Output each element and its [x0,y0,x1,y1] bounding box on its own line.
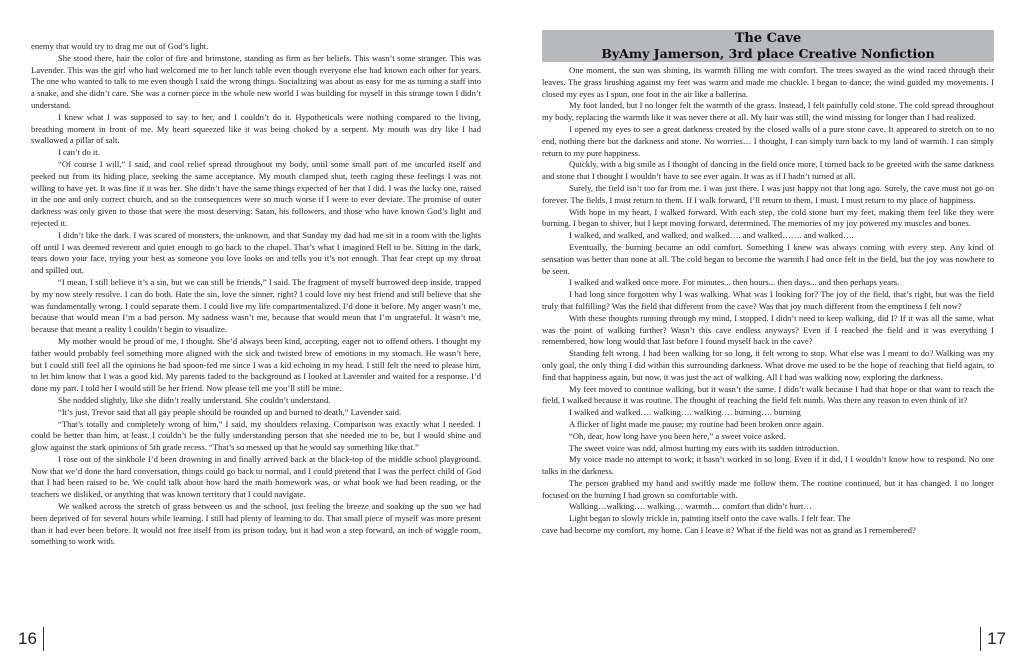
paragraph: With hope in my heart, I walked forward. With each step, the cold stone hurt my feet, making them feel like they were burning. I began to shiver, but I kept moving forward, determined. The memories of my joy powered my muscles and bones. [542,206,994,229]
paragraph: “Oh, dear, how long have you been here,” a sweet voice asked. [569,430,786,441]
story-title-banner [542,30,994,62]
paragraph: My feet moved to continue walking, but it wasn’t the same. I didn’t walk because I had that hope or that want to reach the field, I walked because it was routine. The thought of reaching the field felt numb. Was there any reason to even think of it? [542,383,994,406]
paragraph: “That’s totally and completely wrong of him,” I said, my shoulders relaxing. Comparison was exactly what I needed. I could be better than him, at least. I couldn’t be the fully understanding person that she needed me to be, but I would shine and glow against the stark opinions of 5th grade recess. “That’s so messed up that he would say something like that.” [31,418,481,453]
paragraph: I walked and walked…. walking…. walking…. burning…. burning [569,407,801,418]
paragraph: The person grabbed my hand and swiftly made me follow them. The routine continued, but it has changed. I no longer focused on the burning I had grown so comfortable with. [542,477,994,500]
paragraph: The sweet voice was odd, almost hurting my ears with its sudden introduction. [569,442,840,453]
left-page-number-divider [43,627,44,651]
paragraph: enemy that would try to drag me out of God’s light. [31,41,209,51]
paragraph: I knew what I was supposed to say to her, and I couldn’t do it. Hypotheticals were nothing compared to the living, breathing moment in front of me. My heart squeezed like it was being choked by a serpent. My mouth was dry like I had swallowed a pillar of salt. [31,111,481,146]
paragraph: With these thoughts running through my mind, I stopped. I didn’t need to keep walking, did I? If it was all the same, what was the point of walking further? Wasn’t this cave endless anyways? Even if I reached the field and it was everything I remembered, how long would that last before I found myself back in the cave? [542,312,994,347]
paragraph: One moment, the sun was shining, its warmth filling me with comfort. The trees swayed as the wind raced through their leaves. The grass brushing against my feet was warm and made me chuckle. I began to dance; the wind guided my movements. I closed my eyes as I spun, one foot in the air like a ballerina. [542,65,994,99]
paragraph: My foot landed, but I no longer felt the warmth of the grass. Instead, I felt painfully cold stone. The cold spread throughout my body, replacing the warmth like it was never there at all. My hair was still, the wind missing for longer than I had realized. [542,100,994,123]
paragraph: Light began to slowly trickle in, painting itself onto the cave walls. I felt fear. The [569,513,851,524]
paragraph: My voice made no attempt to work; it hasn’t worked in so long. Even if it did, I I wouldn’t know how to respond. No one talks in the darkness. [542,454,994,477]
right-page-number-divider [980,627,981,651]
left-page-number: 16 [18,629,37,648]
paragraph: Walking…walking…. walking… warmth… comfort that didn’t hurt… [569,501,812,512]
right-page [512,0,1024,662]
paragraph: Eventually, the burning became an odd comfort. Something I knew was always coming with every step. Any kind of sensation was better than none at all. The cold began to become the warmth I had once felt in the field, but the joy was nowhere to be seen. [542,241,994,276]
paragraph: Standing felt wrong. I had been walking for so long, it felt wrong to stop. What else was I meant to do? Walking was my only goal, the only thing I did within this surrounding darkness. What drove me used to be the hope of reaching that field again, to find that happiness again, but now, it was just the act of walking. All I had was walking now, exploring the darkness. [542,348,994,382]
paragraph: I walked and walked once more. For minutes... then hours... then days... and then perhaps years. [569,277,900,288]
paragraph: I opened my eyes to see a great darkness created by the closed walls of a pure stone cave. It appeared to stretch on to no end, nothing there but the darkness and stone. No worries… I thought, I can simply turn back to my land of warmth. I can simply return to my pure happiness. [542,123,994,158]
paragraph: “Of course I will,” I said, and cool relief spread throughout my body, until some small part of me uncurled itself and peeked out from its hiding place, seeking the same acceptance. My mouth clamped shut, teeth caging these feelings I was not willing to have yet. It was fine if it was her. She didn’t have the same things expected of her that I did. I was the lucky one, raised in the one and only correct church, and so the consequences were so much worse if I were to ever deviate. The promise of outer darkness was only given to those that were the most deserving: Satan, his followers, and those who have known God’s light and rejected it. [31,158,481,228]
paragraph: Quickly, with a big smile as I thought of dancing in the field once more, I turned back to be greeted with the same darkness and stone that I thought I wouldn’t have to see ever again. It was as if I hadn’t turned at all. [542,159,994,182]
right-page-number: 17 [987,629,1006,648]
paragraph: We walked across the stretch of grass between us and the school, just feeling the breeze and soaking up the sun we had been deprived of for several hours while learning. I still had plenty of learning to do. That small piece of myself was more present than it had ever been before. It would not free itself from its prison today, but it had won a step forward, an inch of wiggle room, something to work with. [31,501,481,547]
paragraph: Surely, the field isn’t too far from me. I was just there. I was just happy not that long ago. Surely, the cave must not go on forever. The fields, I must return to them. If I walk forward, I’ll return to them, I must. I must return to my place of happiness. [542,182,994,205]
paragraph: A flicker of light made me pause; my routine had been broken once again. [569,418,824,429]
paragraph: I didn’t like the dark. I was scared of monsters, the unknown, and that Sunday my dad had me sit in a room with the lights off until I was deemed reverent and quiet enough to go back to the chapel. That’s what I imagined Hell to be. Sitting in the dark, tears down your face, trying your best as someone you love looks on and tells you it’s not enough. That fear crept up my throat and spilled out. [31,229,481,276]
paragraph: I can’t do it. [58,147,100,158]
paragraph: “I mean, I still believe it’s a sin, but we can still be friends,” I said. The fragment of myself burrowed deep inside, trapped by my now steely resolve. I can do both. Hate the sin, love the sinner, right? I could love my best friend and still believe that she was fundamentally wrong. I could separate them. I could live my life compartmentalized. I’d done it before. My anger wasn’t me, because that would mean I’m a bad person. My sadness wasn’t me, because that would mean that I’m ungrateful. It wasn’t me, because that meant a reality I couldn’t begin to visualize. [31,276,481,335]
paragraph: She nodded slightly, like she didn’t really understand. She couldn’t understand. [58,394,331,405]
paragraph: My mother would be proud of me, I thought. She’d always been kind, accepting, eager not to offend others. I thought my father would probably feel something more aligned with the sick and twisted brew of emotions in my stomach. He wasn’t here, but I could still feel all the opinions he had spoon-fed me since I was a kid echoing in my head. I still felt the need to please him, to let him know that I was a good kid. My parents faded to the background as I looked at Lavender and waited for a response. I’d done my part. I told her I would still be her friend. Now please tell me you’ll still be mine. [31,335,481,394]
paragraph: “It’s just, Trevor said that all gay people should be rounded up and burned to death,” Lavender said. [58,406,402,417]
story-byline: ByAmy Jamerson, 3rd place Creative Nonfiction [601,46,935,61]
left-page-text [31,41,481,548]
paragraph: I walked, and walked, and walked, and walked…. and walked……. and walked…. [569,230,854,241]
story-title: The Cave [734,31,802,46]
paragraph: I rose out of the sinkhole I’d been drowning in and finally arrived back at the black-top of the middle school playground. Now that we’d done the hard conversation, things could go back to normal, and I could pretend that I was the perfect child of God that I had been raised to be. We could talk about how hard the math homework was, or what book we had been reading, or the teachers we disliked, or anything that was known territory that I could navigate. [31,453,481,500]
paragraph: I had long since forgotten why I was walking. What was I looking for? The joy of the field, that’s right, but was the field truly that fulfilling? Was the field that different from the cave? Was that joy much different from the emptiness I felt now? [542,289,994,311]
right-page-text [542,65,994,537]
paragraph: She stood there, hair the color of fire and brimstone, standing as firm as her beliefs. This wasn’t some stranger. This was Lavender. This was the girl who had welcomed me to her lunch table even though everyone else had known each other for years. The one who wanted to talk to me even though I said the wrong things. Socializing was about as easy for me as turning a staff into a snake, and she didn’t care. She was a corner piece in the whole new world I was building for myself in this strange town I didn’t understand. [31,52,481,110]
paragraph: cave had become my comfort, my home. Can I leave it? What if the field was not as grand as I remembered? [542,525,916,536]
